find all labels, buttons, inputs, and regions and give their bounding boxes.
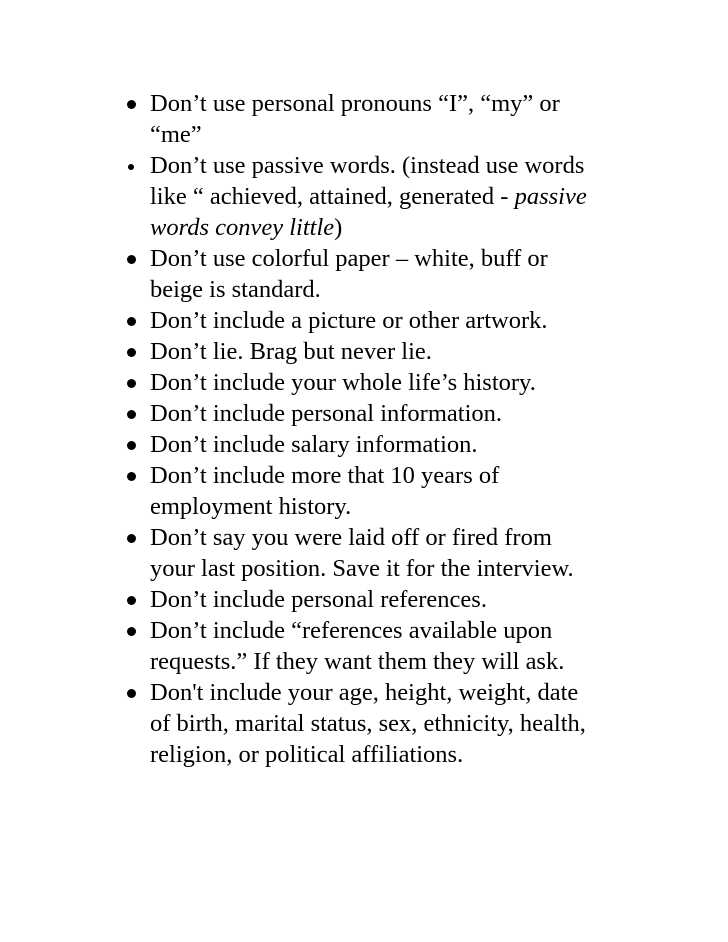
list-item-text	[150, 181, 625, 212]
list-item	[125, 615, 625, 677]
list-item	[125, 522, 625, 584]
bullet-icon	[127, 317, 136, 326]
list-item-text: Don’t lie. Brag but never lie.	[150, 338, 432, 365]
list-item-text-segment: like “ achieved, attained, generated -	[150, 183, 515, 210]
list-item-text: Don’t use personal pronouns “I”, “my” or	[150, 90, 560, 117]
bullet-icon	[127, 410, 136, 419]
list-item-text: beige is standard.	[150, 276, 321, 303]
list-item	[125, 398, 625, 429]
bullet-icon	[127, 689, 136, 698]
list-item-text: employment history.	[150, 493, 352, 520]
list-item-text: religion, or political affiliations.	[150, 741, 464, 768]
list-item	[125, 305, 625, 336]
list-item-text: of birth, marital status, sex, ethnicity, health,	[150, 710, 586, 737]
list-item-text: Don’t include salary information.	[150, 431, 478, 458]
list-item-text: Don’t use colorful paper – white, buff or	[150, 245, 548, 272]
bullet-icon	[127, 100, 136, 109]
list-item	[125, 367, 625, 398]
list-item-text: Don’t include a picture or other artwork.	[150, 307, 548, 334]
bullet-icon	[127, 534, 136, 543]
list-item	[125, 429, 625, 460]
bullet-icon	[127, 348, 136, 357]
list-item-text: your last position. Save it for the interview.	[150, 555, 574, 582]
list-item	[125, 336, 625, 367]
list-item	[125, 677, 625, 770]
bullet-icon	[127, 441, 136, 450]
bullet-icon	[127, 596, 136, 605]
bullet-icon	[127, 627, 136, 636]
list-item-text: Don’t include your whole life’s history.	[150, 369, 536, 396]
list-item-text: Don’t include more that 10 years of	[150, 462, 500, 489]
list-item-text-segment: )	[334, 214, 343, 241]
bullet-icon	[128, 164, 134, 170]
list-item	[125, 150, 625, 243]
list-item	[125, 88, 625, 150]
bullet-icon	[127, 255, 136, 264]
list-item-text: Don’t include personal references.	[150, 586, 487, 613]
list-item	[125, 243, 625, 305]
list-item	[125, 460, 625, 522]
list-item-text: Don't include your age, height, weight, date	[150, 679, 579, 706]
list-item-italic-text: passive	[514, 183, 587, 210]
list-item-text: “me”	[150, 121, 202, 148]
list-item-text: Don’t say you were laid off or fired from	[150, 524, 552, 551]
bullet-icon	[127, 472, 136, 481]
list-item-text: requests.” If they want them they will ask.	[150, 648, 565, 675]
list-item-text: Don’t include personal information.	[150, 400, 502, 427]
dont-list	[125, 88, 625, 770]
list-item-text: Don’t include “references available upon	[150, 617, 553, 644]
list-item	[125, 584, 625, 615]
list-item-italic-text: words convey little	[150, 214, 335, 241]
list-item-text: Don’t use passive words. (instead use words	[150, 152, 585, 179]
list-item-text	[150, 212, 625, 243]
bullet-icon	[127, 379, 136, 388]
